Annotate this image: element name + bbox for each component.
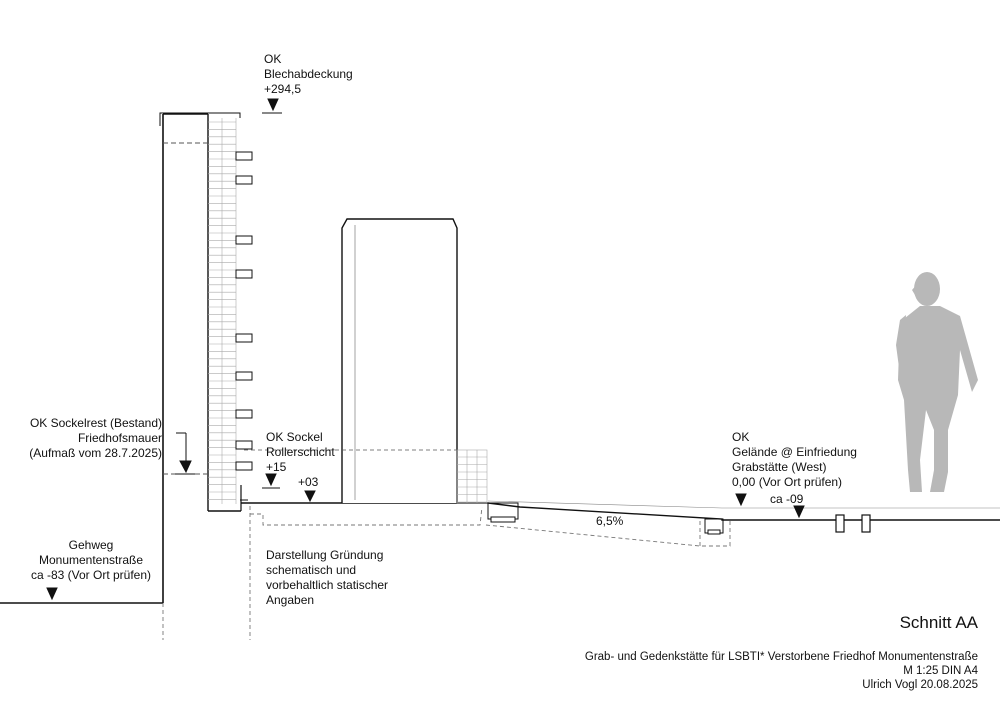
label-gruendung: Darstellung Gründung schematisch und vorbehaltlich statischer Angaben [266, 548, 389, 607]
posts-east [836, 515, 870, 532]
label-plus03: +03 [298, 475, 319, 489]
level-marker-icon [262, 474, 280, 488]
label-ok-gelaende: OK Gelände @ Einfriedung Grabstätte (West) 0,00 (Vor Ort prüfen) [732, 430, 857, 489]
label-gehweg: Gehweg Monumentenstraße ca -83 (Vor Ort prüfen) [30, 538, 152, 582]
roller-courses [457, 450, 487, 503]
level-marker-icon [175, 433, 195, 474]
title-block [585, 650, 978, 692]
label-ca09: ca -09 [770, 492, 804, 506]
label-slope: 6,5% [596, 514, 624, 528]
level-marker-icon [262, 99, 282, 113]
drawing-title: Schnitt AA [899, 613, 978, 632]
level-marker-icon [794, 506, 804, 517]
brick-courses [208, 118, 236, 504]
level-marker-icon [47, 588, 57, 599]
level-marker-icon [305, 491, 315, 501]
label-ok-sockelrest: OK Sockelrest (Bestand) Friedhofsmauer (Aufmaß vom 28.7.2025) [29, 416, 162, 460]
level-marker-icon [736, 494, 746, 505]
label-ok-blechabdeckung: OK Blechabdeckung +294,5 [264, 52, 353, 96]
title-block-scale: M 1:25 DIN A4 [903, 665, 978, 677]
foundation-outline [163, 506, 730, 640]
title-block-author: Ulrich Vogl 20.08.2025 [862, 679, 978, 691]
wall-ticks [236, 152, 252, 470]
title-block-project: Grab- und Gedenkstätte für LSBTI* Verstorbene Friedhof Monumentenstraße [584, 651, 978, 663]
label-ok-sockel: OK Sockel Rollerschicht +15 [266, 430, 335, 474]
person-silhouette-icon [896, 272, 978, 492]
gehweg-ground [0, 114, 163, 603]
friedhofsmauer [160, 113, 241, 511]
